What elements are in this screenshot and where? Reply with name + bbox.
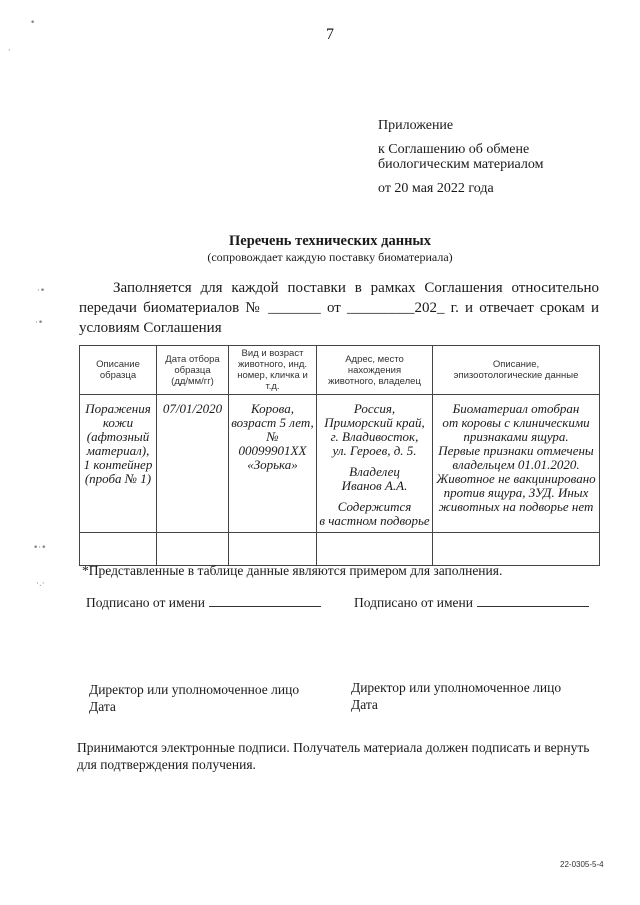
director-label: Директор или уполномоченное лицо	[89, 682, 300, 697]
director-label: Директор или уполномоченное лицо	[351, 680, 562, 695]
director-block-left	[89, 681, 299, 715]
signature-block-left	[86, 594, 321, 611]
page-number: 7	[326, 26, 334, 43]
signed-on-behalf-label: Подписано от имени	[86, 595, 205, 610]
director-block-right	[351, 679, 561, 713]
appendix-heading: Приложение	[378, 118, 454, 133]
table-empty-row	[80, 533, 600, 566]
empty-cell	[229, 533, 317, 566]
cell-epizootic-data: Биоматериал отобран от коровы с клиническими признаками ящура. Первые признаки отмечены владельцем 01.01.2020. Животное не вакцинировано против ящура, ЗУД. Иных животных на подворье нет	[433, 395, 600, 533]
cell-sample-description: Поражения кожи (афтозный материал), 1 контейнер (проба № 1)	[80, 395, 157, 533]
empty-cell	[157, 533, 229, 566]
document-subtitle: (сопровождает каждую поставку биоматериала)	[207, 250, 453, 264]
table-row	[80, 395, 600, 533]
signature-block-right	[354, 594, 589, 611]
technical-data-table	[79, 345, 600, 566]
document-code: 22-0305-5-4	[560, 860, 604, 869]
header-animal-info: Вид и возраст животного, инд. номер, кличка и т.д.	[229, 346, 317, 395]
signature-line[interactable]	[477, 594, 589, 607]
cell-animal-info: Корова, возраст 5 лет, № 00099901XX «Зорька»	[229, 395, 317, 533]
electronic-signature-notice: Принимаются электронные подписи. Получатель материала должен подписать и вернуть для подтверждения получения.	[77, 740, 590, 772]
appendix-line: к Соглашению об обмене	[378, 142, 530, 157]
date-label: Дата	[89, 699, 116, 714]
appendix-date: от 20 мая 2022 года	[378, 181, 494, 196]
signature-line[interactable]	[209, 594, 321, 607]
document-title: Перечень технических данных	[228, 233, 432, 249]
header-address-owner: Адрес, место нахождения животного, владелец	[317, 346, 433, 395]
cell-sampling-date: 07/01/2020	[157, 395, 229, 533]
table-header-row	[80, 346, 600, 395]
header-epizootic-data: Описание, эпизоотологические данные	[433, 346, 600, 395]
date-label: Дата	[351, 697, 378, 712]
empty-cell	[80, 533, 157, 566]
header-sampling-date: Дата отбора образца (дд/мм/гг)	[157, 346, 229, 395]
appendix-line: биологическим материалом	[378, 157, 544, 172]
empty-cell	[433, 533, 600, 566]
empty-cell	[317, 533, 433, 566]
header-sample-description: Описание образца	[80, 346, 157, 395]
cell-address-owner: Россия, Приморский край, г. Владивосток, ул. Героев, д. 5. Владелец Иванов А.А. Содержится в частном подворье	[317, 395, 433, 533]
signed-on-behalf-label: Подписано от имени	[354, 595, 473, 610]
table-footnote: *Представленные в таблице данные являются примером для заполнения.	[82, 563, 503, 578]
intro-paragraph: Заполняется для каждой поставки в рамках Соглашения относительно передачи биоматериалов № _______ от _________202_ г. и отвечает срокам и условиям Соглашения	[79, 280, 599, 336]
